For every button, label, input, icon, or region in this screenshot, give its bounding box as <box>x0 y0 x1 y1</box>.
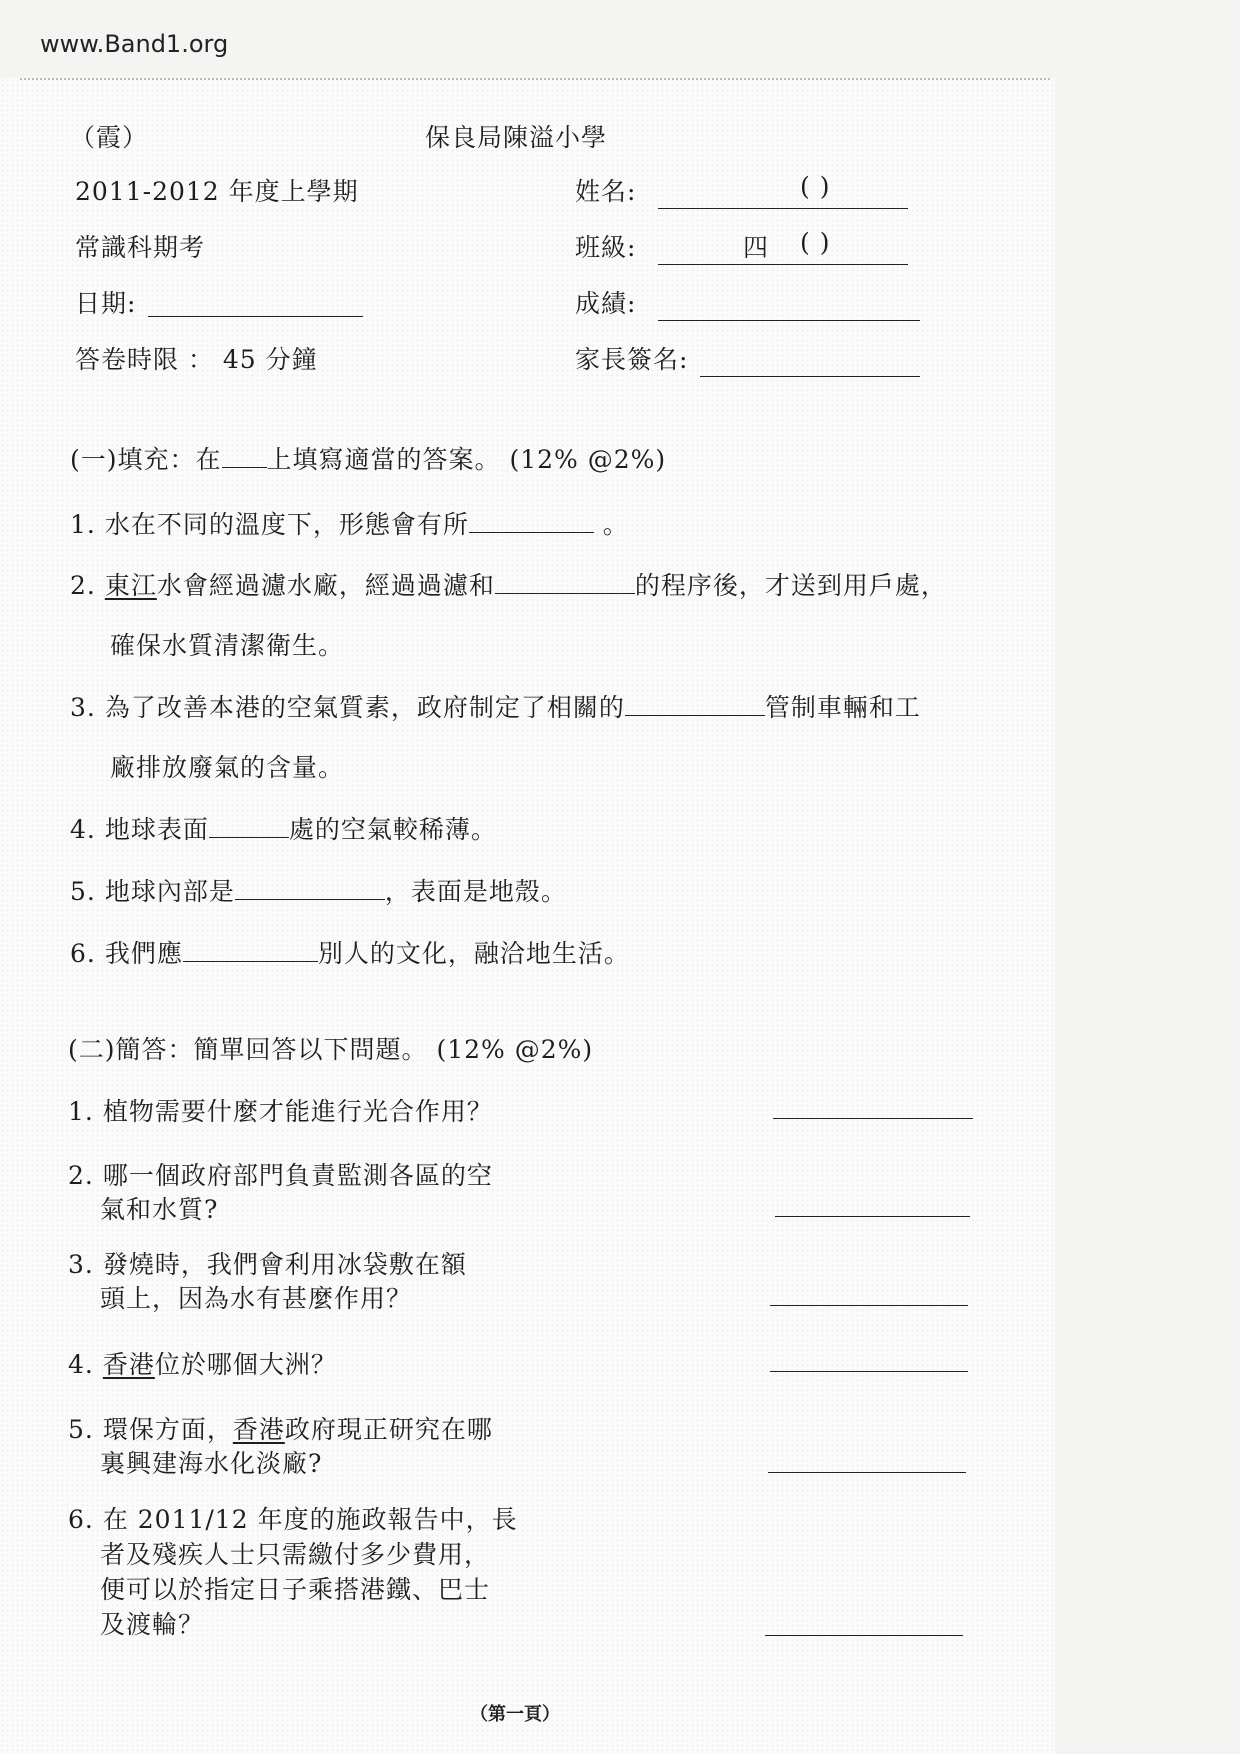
s2-q5: 5. 環保方面，香港政府現正研究在哪 <box>68 1415 493 1444</box>
page-number: （第一頁） <box>470 1704 560 1725</box>
site-watermark: www.Band1.org <box>40 30 229 58</box>
s1-q6-blank[interactable] <box>183 943 318 962</box>
parent-signature-label: 家長簽名: <box>575 345 689 374</box>
class-number-paren: ( ) <box>800 228 831 257</box>
s1-q5-blank[interactable] <box>235 881 385 900</box>
score-line[interactable] <box>658 320 920 321</box>
term-label: 2011-2012 年度上學期 <box>75 177 359 206</box>
s1-q2: 2. 東江水會經過濾水廠，經過過濾和 的程序後，才送到用戶處， <box>70 571 947 600</box>
date-line[interactable] <box>148 316 363 317</box>
s1-q5: 5. 地球內部是 ，表面是地殼。 <box>70 877 567 906</box>
title-blank <box>222 449 267 468</box>
name-line[interactable] <box>658 208 908 209</box>
s1-q3-line2: 廠排放廢氣的含量。 <box>110 753 345 782</box>
school-name: 保良局陳溢小學 <box>425 123 608 152</box>
s1-q2-line2: 確保水質清潔衛生。 <box>110 631 345 660</box>
s2-q2: 2. 哪一個政府部門負責監測各區的空 <box>68 1161 493 1190</box>
s1-q2-blank[interactable] <box>495 575 635 594</box>
s2-q1-answer-line[interactable] <box>773 1118 973 1119</box>
section1-title: (一)填充：在 上填寫適當的答案。 (12% @2%) <box>70 445 667 474</box>
class-line[interactable] <box>658 264 908 265</box>
s1-q3: 3. 為了改善本港的空氣質素，政府制定了相關的 管制車輛和工 <box>70 693 921 722</box>
s1-q1-blank[interactable] <box>469 514 594 533</box>
s2-q3-line2: 頭上，因為水有甚麼作用？ <box>100 1284 413 1313</box>
exam-title: 常識科期考 <box>75 233 206 262</box>
s2-q5-line2: 裏興建海水化淡廠? <box>100 1449 323 1478</box>
s2-q3: 3. 發燒時，我們會利用冰袋敷在額 <box>68 1250 467 1279</box>
name-label: 姓名: <box>575 177 637 206</box>
s2-q4: 4. 香港位於哪個大洲？ <box>68 1350 337 1379</box>
s1-q6: 6. 我們應 別人的文化，融洽地生活。 <box>70 939 630 968</box>
header-mark: （霞） <box>70 123 149 152</box>
s2-q6-line4: 及渡輪？ <box>100 1610 205 1639</box>
parent-signature-line[interactable] <box>700 376 920 377</box>
section2-title: (二)簡答：簡單回答以下問題。 (12% @2%) <box>68 1035 594 1064</box>
s2-q6: 6. 在 2011/12 年度的施政報告中，長 <box>68 1505 518 1534</box>
s2-q5-answer-line[interactable] <box>768 1472 966 1473</box>
s2-q2-line2: 氣和水質? <box>100 1195 219 1224</box>
s1-q4-blank[interactable] <box>209 819 289 838</box>
s2-q3-answer-line[interactable] <box>770 1305 968 1306</box>
s2-q6-line2: 者及殘疾人士只需繳付多少費用， <box>100 1540 491 1569</box>
date-label: 日期: <box>75 289 137 318</box>
s2-q4-answer-line[interactable] <box>770 1371 968 1372</box>
name-number-paren: ( ) <box>800 172 831 201</box>
score-label: 成績: <box>575 289 637 318</box>
s1-q1: 1. 水在不同的溫度下，形態會有所 。 <box>70 510 629 539</box>
s1-q4: 4. 地球表面 處的空氣較稀薄。 <box>70 815 497 844</box>
class-label: 班級: <box>575 233 637 262</box>
s2-q6-line3: 便可以於指定日子乘搭港鐵、巴士 <box>100 1575 491 1604</box>
s2-q2-answer-line[interactable] <box>775 1216 970 1217</box>
s2-q6-answer-line[interactable] <box>765 1635 963 1636</box>
s2-q1: 1. 植物需要什麼才能進行光合作用？ <box>68 1097 493 1126</box>
time-limit: 答卷時限 ： 45 分鐘 <box>75 345 318 374</box>
paper-edge <box>20 78 1050 80</box>
s1-q3-blank[interactable] <box>625 697 765 716</box>
class-value: 四 <box>743 233 770 262</box>
